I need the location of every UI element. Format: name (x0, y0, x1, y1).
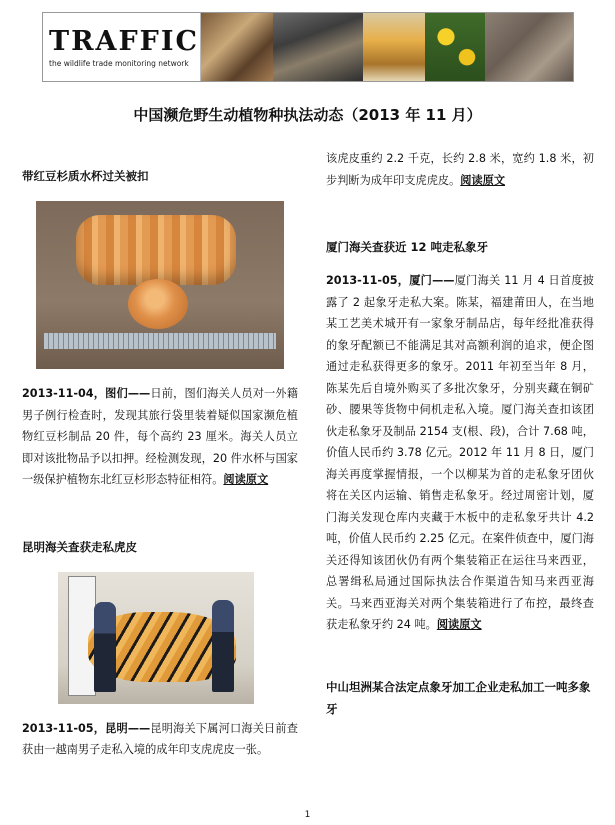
banner-photo-wood (201, 13, 273, 81)
article-heading: 厦门海关查获近 12 吨走私象牙 (326, 240, 489, 254)
traffic-banner (42, 12, 574, 82)
article-body (22, 383, 298, 491)
tiger-skin-photo (58, 572, 254, 704)
read-original-link[interactable]: 阅读原文 (223, 473, 269, 486)
banner-photo-bottles (363, 13, 425, 81)
officer-left (94, 602, 116, 692)
article-continuation (326, 148, 594, 191)
read-original-link[interactable]: 阅读原文 (436, 618, 482, 631)
page-title: 中国濒危野生动植物种执法动态（2013 年 11 月） (133, 106, 482, 124)
yew-cup-photo (36, 201, 284, 369)
traffic-logo (43, 13, 201, 81)
article-place: 厦门—— (409, 274, 455, 287)
article-zhongshan-ivory (326, 676, 594, 720)
logo-tagline: the wildlife trade monitoring network (49, 58, 189, 68)
logo-wordmark: TRAFFIC (49, 25, 199, 57)
officer-right (212, 600, 234, 692)
article-body (326, 270, 594, 636)
article-date: 2013-11-04， (22, 387, 106, 400)
article-date: 2013-11-05， (22, 721, 106, 735)
article-place: 昆明—— (105, 721, 151, 735)
cup-body (76, 215, 236, 285)
article-text: 日前，图们海关人员对一外籍男子例行检查时，发现其旅行袋里装着疑似国家濒危植物红豆杉制品 20 件，每个高约 23 厘米。海关人员立即对该批物品予以扣押。经检测发现，20 件水杯与国家一级保护植物东北红豆杉形态特征相符。 (22, 387, 298, 486)
article-text: 昆明海关下属河口海关日前查获由一越南男子走私入境的成年印支虎虎皮一张。 (22, 721, 298, 756)
read-original-link[interactable]: 阅读原文 (460, 173, 506, 187)
article-date: 2013-11-05， (326, 274, 410, 287)
cup-lid (128, 279, 188, 329)
right-column (326, 148, 594, 720)
article-xiamen-ivory (326, 239, 594, 636)
banner-photo-flowers (425, 13, 485, 81)
article-text: 厦门海关 11 月 4 日首度披露了 2 起象牙走私大案。陈某，福建莆田人，在当地某工艺美术城开有一家象牙制品店，每年经批准获得的象牙配额已不能满足其对高额利润的追求，便企图通过走私获得更多的象牙。2011 年初至当年 8 月，陈某先后自境外购买了多批次象牙，分别夹藏在铜矿砂、腰果等货物中伺机走私入境。厦门海关查扣该团伙走私象牙及制品 2154 支(根、段)，合计 7.68 吨，价值人民币约 3.78 亿元。2012 年 11 月 8 日，厦门海关再度掌握情报，一个以柳某为首的走私象牙团伙将在关区内运输、销售走私象牙。经过周密计划，厦门海关发现仓库内夹藏于木板中的走私象牙共计 4.2 吨，价值人民币约 2.25 亿元。在案件侦查中，厦门海关还得知该团伙仍有两个集装箱正在运往马来西亚，总署缉私局通过国际执法合作渠道告知马来西亚海关。马来西亚海关对两个集装箱进行了布控，最终查获走私象牙约 24 吨。 (326, 274, 594, 631)
article-heading: 中山坦洲某合法定点象牙加工企业走私加工一吨多象牙 (326, 679, 591, 716)
continuation-text: 该虎皮重约 2.2 千克，长约 2.8 米，宽约 1.8 米，初步判断为成年印支虎虎皮。 (326, 152, 594, 187)
article-heading: 昆明海关查获走私虎皮 (22, 539, 137, 554)
ruler (44, 333, 276, 349)
banner-photo-elephants (485, 13, 573, 81)
article-heading: 带红豆杉质水杯过关被扣 (22, 169, 149, 183)
banner-photo-market (273, 13, 363, 81)
article-place: 图们—— (105, 387, 151, 400)
article-tiger-skin (22, 539, 298, 761)
page-number: 1 (304, 810, 311, 820)
left-column (22, 150, 298, 761)
article-body (22, 718, 298, 761)
article-yew-cups (22, 168, 298, 491)
